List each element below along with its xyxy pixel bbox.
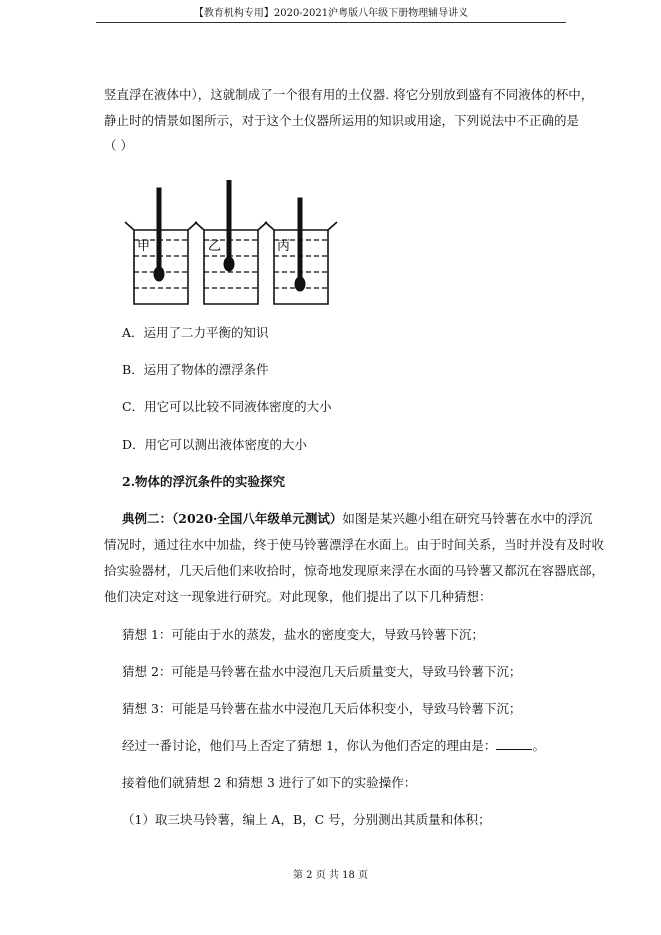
example-source: （2020·全国八年级单元测试） xyxy=(172,511,343,526)
guess-3: 猜想 3：可能是马铃薯在盐水中浸泡几天后体积变小，导致马铃薯下沉； xyxy=(122,701,522,716)
stick-2 xyxy=(227,180,231,264)
discussion-end: 。 xyxy=(532,738,545,753)
option-a: A．运用了二力平衡的知识 xyxy=(122,325,269,340)
option-c: C．用它可以比较不同液体密度的大小 xyxy=(122,399,332,414)
example-tag: 典例二： xyxy=(122,511,173,526)
stick-1 xyxy=(157,188,161,274)
example-line-2: 情况时，通过往水中加盐，终于使马铃薯漂浮在水面上。由于时间关系，当时并没有及时收 xyxy=(104,537,605,552)
section-title: 2.物体的浮沉条件的实验探究 xyxy=(122,474,286,489)
guess-2: 猜想 2：可能是马铃薯在盐水中浸泡几天后质量变大，导致马铃薯下沉； xyxy=(122,664,522,679)
step-1: （1）取三块马铃薯，编上 A，B，C 号，分别测出其质量和体积； xyxy=(122,812,491,827)
next-line: 接着他们就猜想 2 和猜想 3 进行了如下的实验操作： xyxy=(122,775,417,790)
guess-1: 猜想 1：可能由于水的蒸发，盐水的密度变大，导致马铃薯下沉； xyxy=(122,627,484,642)
question-line-1: 竖直浮在液体中），这就制成了一个很有用的土仪器. 将它分别放到盛有不同液体的杯中， xyxy=(104,87,594,102)
discussion-line xyxy=(122,737,545,755)
option-b: B．运用了物体的漂浮条件 xyxy=(122,362,269,377)
question-line-2: 静止时的情景如图所示，对于这个土仪器所运用的知识或用途，下列说法中不正确的是 xyxy=(104,113,580,128)
example-line-4: 他们决定对这一现象进行研究。对此现象，他们提出了以下几种猜想： xyxy=(104,589,492,604)
beaker-figure xyxy=(120,180,340,310)
answer-blank xyxy=(496,737,532,750)
beaker-label-3: 丙 xyxy=(277,239,291,254)
beaker-illustration xyxy=(120,180,340,310)
discussion-text: 经过一番讨论，他们马上否定了猜想 1，你认为他们否定的理由是： xyxy=(122,738,497,753)
page-footer: 第 2 页 共 18 页 xyxy=(293,870,368,881)
example-line-1 xyxy=(122,510,592,528)
question-line-3: （ ） xyxy=(104,138,133,153)
example-line-3: 拾实验器材，几天后他们来收拾时，惊奇地发现原来浮在水面的马铃薯又都沉在容器底部， xyxy=(104,563,605,578)
beaker-label-2: 乙 xyxy=(208,239,222,254)
example-line-1-rest: 如图是某兴趣小组在研究马铃薯在水中的浮沉 xyxy=(342,511,593,526)
option-d: D．用它可以测出液体密度的大小 xyxy=(122,437,308,452)
stick-3 xyxy=(298,198,302,284)
page-header: 【教育机构专用】2020-2021沪粤版八年级下册物理辅导讲义 xyxy=(96,4,566,23)
beaker-label-1: 甲 xyxy=(137,239,151,254)
